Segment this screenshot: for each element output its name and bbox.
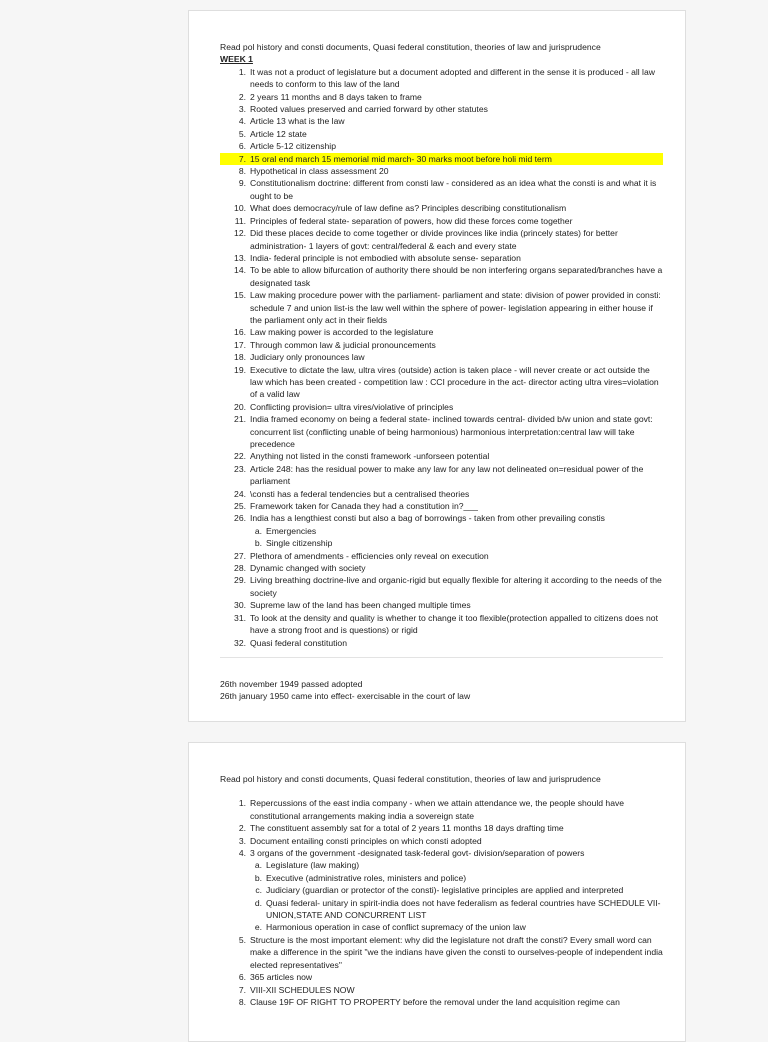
item-26-sublist	[220, 525, 663, 550]
list-text: Quasi federal- unitary in spirit-india does not have federalism as federal countries have SCHEDULE VII-UNION,STATE AND CONCURRENT LIST	[266, 897, 661, 921]
list-item	[220, 153, 663, 165]
list-item	[220, 128, 663, 140]
list-number: 2.	[238, 823, 246, 834]
list-number: 1.	[238, 66, 246, 77]
list-text: Repercussions of the east india company - when we attain attendance we, the people should have constitutional arrangements making india a sovereign state	[250, 798, 625, 821]
list-item	[220, 177, 663, 202]
list-number: 18.	[234, 352, 246, 363]
list-number: c.	[255, 885, 262, 896]
list-text: Law making power is accorded to the legislature	[250, 327, 434, 338]
list-text: It was not a product of legislature but a document adopted and different in the sense it is produced - all law needs to conform to this law of the land	[250, 66, 655, 90]
list-text: Single citizenship	[266, 538, 333, 549]
list-number: 22.	[234, 451, 246, 462]
list-number: 6.	[238, 972, 246, 983]
list-number: 2.	[238, 91, 246, 102]
list-text: Judiciary (guardian or protector of the consti)- legislative principles are applied and interpreted	[266, 885, 624, 896]
list-item	[220, 215, 663, 227]
list-item	[220, 562, 663, 574]
list-number: 8.	[238, 166, 246, 177]
list-item	[220, 971, 663, 983]
sub-list-item	[220, 872, 663, 884]
list-text: Constitutionalism doctrine: different from consti law - considered as an idea what the consti is and what it is ought to be	[250, 178, 657, 201]
list-number: 31.	[234, 612, 246, 623]
document-page-2	[188, 742, 686, 1042]
list-item	[220, 797, 663, 822]
list-number: 19.	[234, 364, 246, 375]
sub-list-item	[220, 859, 663, 871]
list-item	[220, 984, 663, 996]
list-number: 5.	[238, 128, 246, 139]
sub-list-item	[220, 884, 663, 896]
list-text: Judiciary only pronounces law	[250, 352, 365, 363]
list-item	[220, 326, 663, 338]
list-number: 9.	[238, 178, 246, 189]
list-number: 20.	[234, 401, 246, 412]
list-number: 13.	[234, 252, 246, 263]
list-text: India has a lengthiest consti but also a bag of borrowings - taken from other prevailing constis	[250, 513, 605, 524]
document-page-1	[188, 10, 686, 722]
adoption-date-line: 26th november 1949 passed adopted	[220, 678, 363, 689]
list-number: 26.	[234, 513, 246, 524]
list-text: Legislature (law making)	[266, 860, 360, 871]
list-text: Document entailing consti principles on which consti adopted	[250, 835, 482, 846]
list-item	[220, 847, 663, 859]
list-number: 4.	[238, 848, 246, 859]
list-item	[220, 140, 663, 152]
horizontal-divider	[220, 657, 663, 658]
list-number: 21.	[234, 414, 246, 425]
list-text: Conflicting provision= ultra vires/violative of principles	[250, 401, 454, 412]
list-number: 10.	[234, 203, 246, 214]
list-item	[220, 822, 663, 834]
list-text: Did these places decide to come together or divide provinces like india (princely states) for better administration- 1 layers of govt: central/federal & each and every state	[250, 228, 618, 251]
list-item	[220, 66, 663, 91]
list-number: b.	[254, 538, 262, 549]
list-item	[220, 115, 663, 127]
page-2-content	[220, 773, 663, 1008]
sub-list-item	[220, 525, 663, 537]
list-item	[220, 574, 663, 599]
list-item	[220, 339, 663, 351]
list-number: b.	[254, 872, 262, 883]
list-text: 365 articles now	[250, 972, 313, 983]
list-text: Living breathing doctrine-live and organic-rigid but equally flexible for altering it according to the needs of the society	[250, 575, 662, 598]
list-number: 24.	[234, 488, 246, 499]
list-text: Article 248: has the residual power to make any law for any law not delineated on=residual power of the parliament	[250, 463, 644, 487]
list-text: Through common law & judicial pronouncements	[250, 339, 436, 350]
list-text: Dynamic changed with society	[250, 563, 366, 574]
list-item	[220, 351, 663, 363]
list-item	[220, 165, 663, 177]
list-text: Plethora of amendments - efficiencies only reveal on execution	[250, 550, 489, 561]
list-number: 11.	[234, 215, 246, 226]
list-number: 12.	[234, 228, 246, 239]
list-item	[220, 835, 663, 847]
list-item	[220, 934, 663, 971]
list-number: d.	[254, 897, 262, 908]
list-number: 27.	[234, 550, 246, 561]
page-1-intro: Read pol history and consti documents, Quasi federal constitution, theories of law and jurisprudence	[220, 42, 601, 52]
list-item	[220, 637, 663, 649]
list-number: 8.	[238, 996, 246, 1007]
page-2-intro: Read pol history and consti documents, Quasi federal constitution, theories of law and jurisprudence	[220, 774, 601, 784]
list-number: 7.	[238, 153, 246, 164]
sub-list-item	[220, 897, 663, 922]
page-1-content	[220, 41, 663, 703]
list-number: 1.	[238, 798, 246, 809]
list-item	[220, 401, 663, 413]
list-number: 5.	[238, 934, 246, 945]
list-text: What does democracy/rule of law define as? Principles describing constitutionalism	[250, 203, 567, 214]
list-text: Executive (administrative roles, ministers and police)	[266, 872, 467, 883]
highlighted-list-text: 15 oral end march 15 memorial mid march- 30 marks moot before holi mid term	[250, 153, 552, 164]
item-4-sublist	[220, 859, 663, 933]
list-text: \consti has a federal tendencies but a centralised theories	[250, 488, 470, 499]
page-1-notes-list	[220, 66, 663, 525]
list-item	[220, 364, 663, 401]
list-item	[220, 103, 663, 115]
list-item	[220, 488, 663, 500]
list-number: 28.	[234, 563, 246, 574]
list-item	[220, 252, 663, 264]
list-text: The constituent assembly sat for a total of 2 years 11 months 18 days drafting time	[250, 823, 564, 834]
list-number: 25.	[234, 501, 246, 512]
list-text: Executive to dictate the law, ultra vires (outside) action is taken place - will never create or act outside the law which has been created - competition law : CCI procedure in the act- director acting ultra vires=violation of a valid law	[250, 364, 659, 400]
page-2-notes-list-continued	[220, 934, 663, 1008]
week-heading: WEEK 1	[220, 54, 253, 65]
list-number: 17.	[234, 339, 246, 350]
list-number: 29.	[234, 575, 246, 586]
list-item	[220, 289, 663, 326]
list-item	[220, 996, 663, 1008]
list-number: e.	[254, 922, 262, 933]
list-text: To look at the density and quality is whether to change it too flexible(protection appalled to citizens does not have a strong froot and is questions) or rigid	[250, 612, 658, 636]
page-2-notes-list	[220, 797, 663, 859]
list-text: VIII-XII SCHEDULES NOW	[250, 984, 355, 995]
effective-date-line: 26th january 1950 came into effect- exercisable in the court of law	[220, 691, 471, 702]
list-item	[220, 264, 663, 289]
list-item	[220, 202, 663, 214]
list-text: Supreme law of the land has been changed multiple times	[250, 600, 471, 611]
list-text: 3 organs of the government -designated task-federal govt- division/separation of powers	[250, 848, 585, 859]
list-text: Anything not listed in the consti framework -unforseen potential	[250, 451, 490, 462]
list-number: 4.	[238, 116, 246, 127]
list-number: 23.	[234, 463, 246, 474]
list-text: Article 5-12 citizenship	[250, 141, 336, 152]
list-number: 14.	[234, 265, 246, 276]
list-text: 2 years 11 months and 8 days taken to frame	[250, 91, 422, 102]
list-text: Emergencies	[266, 525, 317, 536]
list-number: 16.	[234, 327, 246, 338]
list-item	[220, 512, 663, 524]
list-text: Law making procedure power with the parliament- parliament and state: division of power provided in consti: schedule 7 and union list-is the law well within the sphere of power- legislation appearing in either house if the parliament only act in their fields	[250, 290, 661, 325]
list-text: To be able to allow bifurcation of authority there should be non interfering organs separated/branches have a designated task	[250, 265, 663, 288]
list-number: a.	[254, 525, 262, 536]
list-number: 3.	[238, 104, 246, 115]
list-item	[220, 227, 663, 252]
list-item	[220, 450, 663, 462]
list-number: 7.	[238, 984, 246, 995]
list-number: a.	[254, 860, 262, 871]
list-number: 30.	[234, 600, 246, 611]
list-item	[220, 413, 663, 450]
list-text: Structure is the most important element: why did the legislature not draft the consti? Every small word can make a difference in the spirit "we the indians have given the consti to ourselves-people of independent india elected representatives"	[250, 934, 663, 970]
list-text: Harmonious operation in case of conflict supremacy of the union law	[266, 922, 526, 933]
page-1-notes-list-continued	[220, 550, 663, 649]
list-number: 6.	[238, 141, 246, 152]
sub-list-item	[220, 537, 663, 549]
list-number: 32.	[234, 637, 246, 648]
list-text: Rooted values preserved and carried forward by other statutes	[250, 104, 488, 115]
list-number: 15.	[234, 290, 246, 301]
sub-list-item	[220, 921, 663, 933]
list-text: Hypothetical in class assessment 20	[250, 166, 389, 177]
list-number: 3.	[238, 835, 246, 846]
list-item	[220, 91, 663, 103]
list-text: India- federal principle is not embodied with absolute sense- separation	[250, 252, 521, 263]
list-text: Clause 19F OF RIGHT TO PROPERTY before the removal under the land acquisition regime can	[250, 996, 620, 1007]
list-item	[220, 463, 663, 488]
list-item	[220, 500, 663, 512]
list-text: Article 12 state	[250, 128, 307, 139]
list-text: Quasi federal constitution	[250, 637, 347, 648]
list-item	[220, 612, 663, 637]
list-text: Framework taken for Canada they had a constitution in?___	[250, 501, 478, 512]
list-text: Article 13 what is the law	[250, 116, 345, 127]
list-item	[220, 599, 663, 611]
list-text: Principles of federal state- separation of powers, how did these forces come together	[250, 215, 573, 226]
list-text: India framed economy on being a federal state- inclined towards central- divided b/w union and state govt: concurrent list (conflicting unable of being harmonious) harmonious interpretation:central law will take precedence	[250, 414, 653, 449]
list-item	[220, 550, 663, 562]
